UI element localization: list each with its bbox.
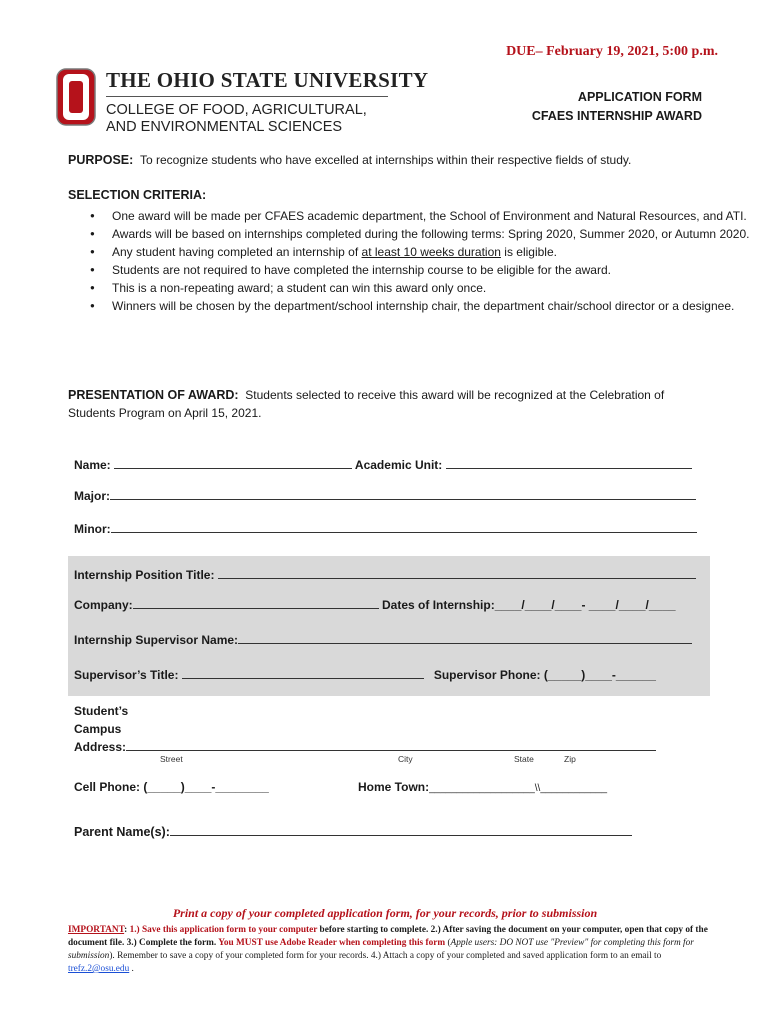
home-town-label: Home Town: — [358, 780, 430, 794]
purpose-label: PURPOSE: — [68, 153, 134, 167]
name-field[interactable] — [74, 456, 692, 472]
company-label: Company: — [74, 598, 133, 612]
osu-block-o-logo — [56, 68, 96, 126]
presentation-section — [68, 386, 708, 422]
cell-phone-field[interactable] — [74, 780, 269, 794]
list-item: ● One award will be made per CFAES academic department, the School of Environment and Natural Resources, and ATI. — [112, 207, 752, 225]
remaining-instructions: ). Remember to save a copy of your completed form for your records. 4.) Attach a copy of your completed and saved application form to an email to — [109, 951, 662, 961]
company-input-line[interactable] — [133, 596, 379, 609]
criteria-item-3-end: is eligible. — [504, 245, 557, 259]
supervisor-title-field[interactable] — [74, 666, 656, 682]
list-item: ● Awards will be based on internships completed during the following terms: Spring 2020, Summer 2020, or Autumn 2020. — [112, 225, 752, 243]
college-line-2: AND ENVIRONMENTAL SCIENCES — [106, 119, 343, 135]
due-date: DUE– February 19, 2021, 5:00 p.m. — [506, 44, 718, 59]
form-title-line-1: APPLICATION FORM — [577, 90, 702, 104]
minor-label: Minor: — [74, 522, 111, 536]
instructions-end: . — [129, 964, 134, 974]
parent-names-field[interactable] — [74, 823, 632, 839]
steps-instruction: before starting to complete. 2.) After saving the document on your computer, open that copy of the document file. 3.) Complete the form. — [68, 925, 708, 948]
supervisor-name-input-line[interactable] — [238, 631, 692, 644]
supervisor-title-label: Supervisor’s Title: — [74, 668, 179, 682]
supervisor-phone-input-mask[interactable]: (_____)____-______ — [543, 668, 656, 682]
important-instructions: IMPORTANT: 1.) Save this application form to your computer before starting to complete. 2.) After saving the document on your computer, open that copy of the document file. 3.) Complete the form. You MUST use Adobe Reader when completing this form (Apple users: DO NOT use "Preview" for completing this form for submission). Remember to save a copy of your completed form for your records. 4.) Attach a copy of your completed and saved application form to an email to trefz.2@osu.edu . — [68, 925, 708, 974]
minor-field[interactable] — [74, 520, 697, 536]
logo-divider — [106, 96, 388, 97]
address-label-line-3: Address: — [74, 740, 127, 754]
criteria-item-3-start: Any student having completed an internship of — [112, 245, 359, 259]
name-input-line[interactable] — [114, 456, 352, 469]
home-town-input-mask[interactable]: ___________________\\____________ — [429, 783, 608, 794]
list-item: ● Students are not required to have completed the internship course to be eligible for the award. — [112, 261, 752, 279]
major-input-line[interactable] — [110, 487, 696, 500]
state-caption: State — [514, 754, 534, 764]
major-label: Major: — [74, 489, 110, 503]
supervisor-name-label: Internship Supervisor Name: — [74, 633, 239, 647]
presentation-text: Students selected to receive this award will be recognized at the Celebration of Students Program on April 15, 2021. — [68, 388, 665, 420]
address-label-line-2: Campus — [74, 722, 122, 736]
street-caption: Street — [160, 754, 183, 764]
academic-unit-input-line[interactable] — [446, 456, 692, 469]
name-label: Name: — [74, 458, 111, 472]
supervisor-phone-label: Supervisor Phone: — [433, 668, 541, 682]
list-item: ● This is a non-repeating award; a student can win this award only once. — [112, 279, 752, 297]
position-title-label: Internship Position Title: — [74, 568, 215, 582]
supervisor-name-field[interactable] — [74, 631, 692, 647]
city-caption: City — [398, 754, 413, 764]
cell-phone-input-mask[interactable]: (_____)____-________ — [143, 780, 269, 794]
dates-label: Dates of Internship: — [382, 598, 495, 612]
duration-emphasis: at least 10 weeks duration — [361, 245, 501, 259]
purpose-section — [68, 151, 631, 169]
cell-phone-label: Cell Phone: — [74, 780, 141, 794]
form-title — [532, 88, 702, 126]
print-copy-note: Print a copy of your completed application form, for your records, prior to submission — [172, 906, 598, 920]
parent-names-label: Parent Name(s): — [74, 825, 170, 839]
company-field[interactable] — [74, 596, 676, 612]
purpose-text: To recognize students who have excelled at internships within their respective fields of study. — [139, 153, 632, 167]
supervisor-title-input-line[interactable] — [182, 666, 424, 679]
save-instruction: 1.) Save this application form to your computer — [129, 925, 318, 935]
parent-names-input-line[interactable] — [170, 823, 632, 836]
address-input-line[interactable] — [126, 738, 656, 751]
list-item — [112, 243, 752, 261]
college-line-1: COLLEGE OF FOOD, AGRICULTURAL, — [106, 102, 367, 118]
position-title-field[interactable] — [74, 566, 696, 582]
selection-criteria-list — [68, 207, 752, 315]
university-name: THE OHIO STATE UNIVERSITY — [106, 68, 429, 92]
address-label-line-1: Student’s — [74, 704, 129, 718]
form-title-line-2: CFAES INTERNSHIP AWARD — [531, 109, 702, 123]
important-label: IMPORTANT — [68, 925, 125, 935]
adobe-reader-instruction: You MUST use Adobe Reader when completing this form — [218, 938, 446, 948]
apple-users-note: Apple users: DO NOT use "Preview" for completing this form for submission — [68, 938, 694, 961]
home-town-field[interactable] — [358, 780, 607, 794]
zip-caption: Zip — [564, 754, 576, 764]
position-title-input-line[interactable] — [218, 566, 696, 579]
dates-input-mask[interactable]: ____/____/____- ____/____/____ — [494, 598, 676, 612]
presentation-label: PRESENTATION OF AWARD: — [68, 388, 239, 402]
minor-input-line[interactable] — [111, 520, 697, 533]
selection-criteria-label: SELECTION CRITERIA: — [68, 188, 207, 202]
list-item: ● Winners will be chosen by the department/school internship chair, the department chair/school director or a designee. — [112, 297, 752, 315]
paren-open: ( — [445, 938, 451, 948]
campus-address-field[interactable] — [74, 702, 656, 756]
major-field[interactable] — [74, 487, 696, 503]
academic-unit-label: Academic Unit: — [354, 458, 443, 472]
college-name — [106, 102, 367, 136]
email-link[interactable]: trefz.2@osu.edu — [68, 964, 130, 974]
